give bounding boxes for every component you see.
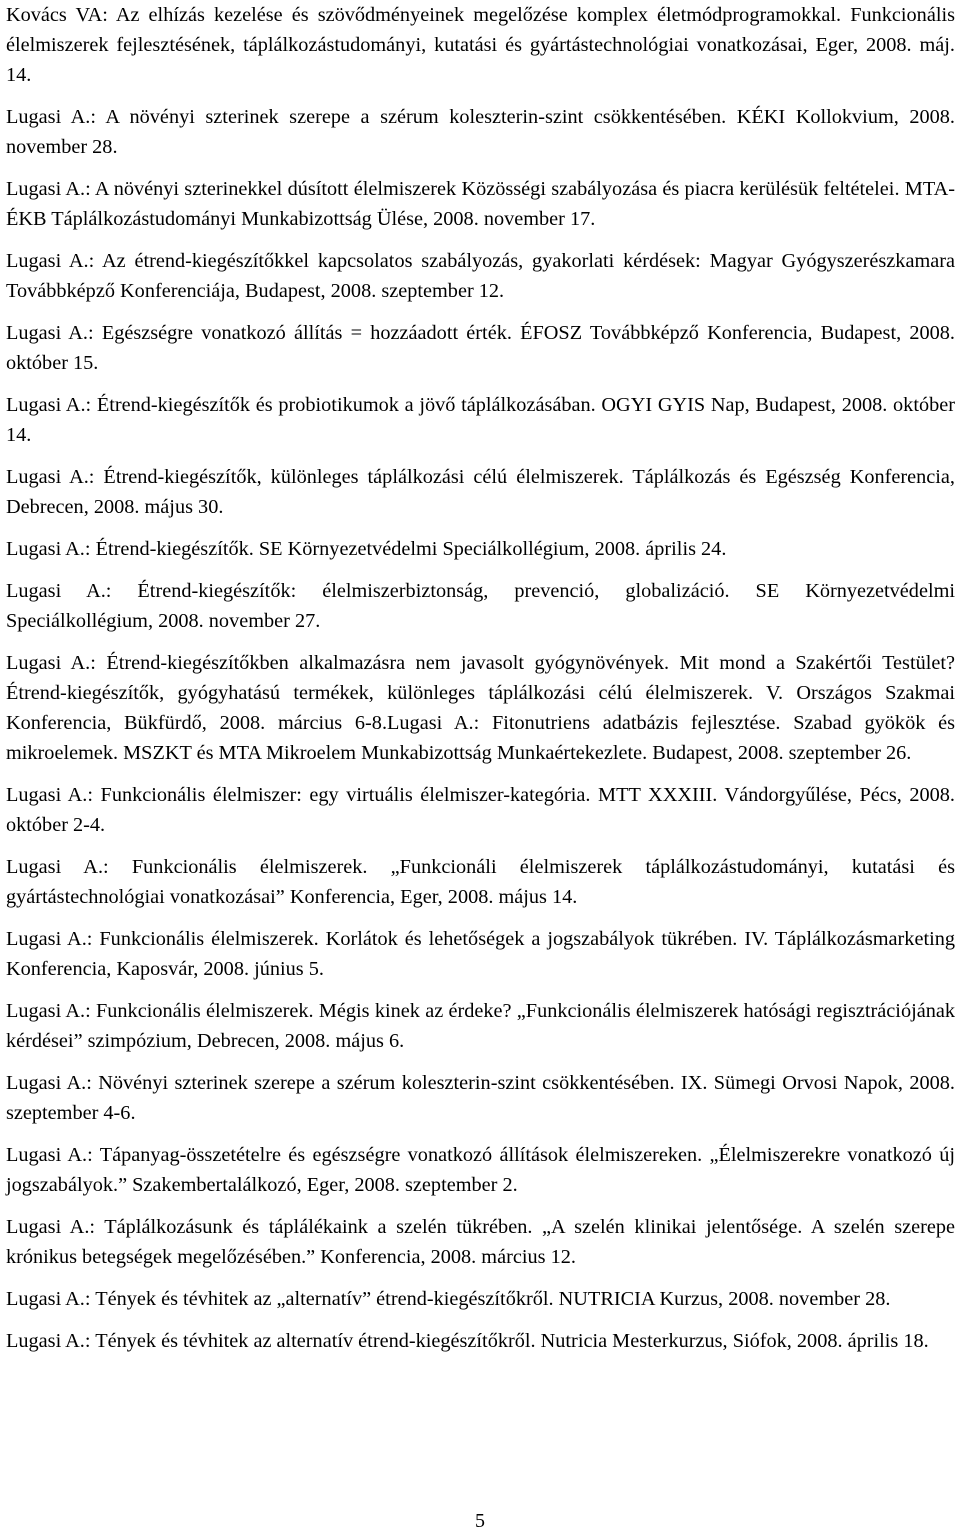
reference-entry: Lugasi A.: Étrend-kiegészítőkben alkalmazásra nem javasolt gyógynövények. Mit mond a Szakértői Testület? Étrend-kiegészítők, gyógyhatású termékek, különleges táplálkozási célú élelmiszerek. V. Országos Szakmai Konferencia, Bükfürdő, 2008. március 6-8.Lugasi A.: Fitonutriens adatbázis fejlesztése. Szabad gyökök és mikroelemek. MSZKT és MTA Mikroelem Munkabizottság Munkaértekezlete. Budapest, 2008. szeptember 26. [6,652,955,764]
reference-entry: Lugasi A.: Funkcionális élelmiszerek. Mégis kinek az érdeke? „Funkcionális élelmiszerek hatósági regisztrációjának kérdései” szimpózium, Debrecen, 2008. május 6. [6,1000,955,1052]
reference-entry: Lugasi A.: Táplálkozásunk és táplálékaink a szelén tükrében. „A szelén klinikai jelentősége. A szelén szerepe krónikus betegségek megelőzésében.” Konferencia, 2008. március 12. [6,1216,955,1268]
reference-entry: Lugasi A.: Étrend-kiegészítők. SE Környezetvédelmi Speciálkollégium, 2008. április 24. [6,538,727,560]
reference-entry: Lugasi A.: Étrend-kiegészítők és probiotikumok a jövő táplálkozásában. OGYI GYIS Nap, Budapest, 2008. október 14. [6,394,955,446]
reference-entry: Lugasi A.: Az étrend-kiegészítőkkel kapcsolatos szabályozás, gyakorlati kérdések: Magyar Gyógyszerészkamara Továbbképző Konferenciája, Budapest, 2008. szeptember 12. [6,250,955,302]
reference-entry: Lugasi A.: Tények és tévhitek az „alternatív” étrend-kiegészítőkről. NUTRICIA Kurzus, 2008. november 28. [6,1288,891,1310]
reference-entry: Lugasi A.: Tények és tévhitek az alternatív étrend-kiegészítőkről. Nutricia Mesterkurzus, Siófok, 2008. április 18. [6,1330,929,1352]
reference-entry: Lugasi A.: A növényi szterinek szerepe a szérum koleszterin-szint csökkentésében. KÉKI Kollokvium, 2008. november 28. [6,106,955,158]
reference-entry: Lugasi A.: Növényi szterinek szerepe a szérum koleszterin-szint csökkentésében. IX. Sümegi Orvosi Napok, 2008. szeptember 4-6. [6,1072,955,1124]
reference-entry: Lugasi A.: Étrend-kiegészítők: élelmiszerbiztonság, prevenció, globalizáció. SE Környezetvédelmi Speciálkollégium, 2008. november 27. [6,580,955,632]
reference-entry: Lugasi A.: Étrend-kiegészítők, különleges táplálkozási célú élelmiszerek. Táplálkozás és Egészség Konferencia, Debrecen, 2008. május 30. [6,466,955,518]
reference-entry: Lugasi A.: Funkcionális élelmiszerek. Korlátok és lehetőségek a jogszabályok tükrében. IV. Táplálkozásmarketing Konferencia, Kaposvár, 2008. június 5. [6,928,955,980]
reference-entry: Lugasi A.: A növényi szterinekkel dúsított élelmiszerek Közösségi szabályozása és piacra kerülésük feltételei. MTA-ÉKB Táplálkozástudományi Munkabizottság Ülése, 2008. november 17. [6,178,955,230]
reference-entry: Lugasi A.: Tápanyag-összetételre és egészségre vonatkozó állítások élelmiszereken. „Élelmiszerekre vonatkozó új jogszabályok.” Szakembertalálkozó, Eger, 2008. szeptember 2. [6,1144,955,1196]
reference-entry: Kovács VA: Az elhízás kezelése és szövődményeinek megelőzése komplex életmódprogramokkal. Funkcionális élelmiszerek fejlesztésének, táplálkozástudományi, kutatási és gyártástechnológiai vonatkozásai, Eger, 2008. máj. 14. [6,4,955,86]
reference-entry: Lugasi A.: Egészségre vonatkozó állítás = hozzáadott érték. ÉFOSZ Továbbképző Konferencia, Budapest, 2008. október 15. [6,322,955,374]
reference-entry: Lugasi A.: Funkcionális élelmiszerek. „Funkcionáli élelmiszerek táplálkozástudományi, kutatási és gyártástechnológiai vonatkozásai” Konferencia, Eger, 2008. május 14. [6,856,955,908]
reference-entry: Lugasi A.: Funkcionális élelmiszer: egy virtuális élelmiszer-kategória. MTT XXXIII. Vándorgyűlése, Pécs, 2008. október 2-4. [6,784,955,836]
reference-list [6,0,955,1368]
page-number: 5 [475,1510,485,1532]
